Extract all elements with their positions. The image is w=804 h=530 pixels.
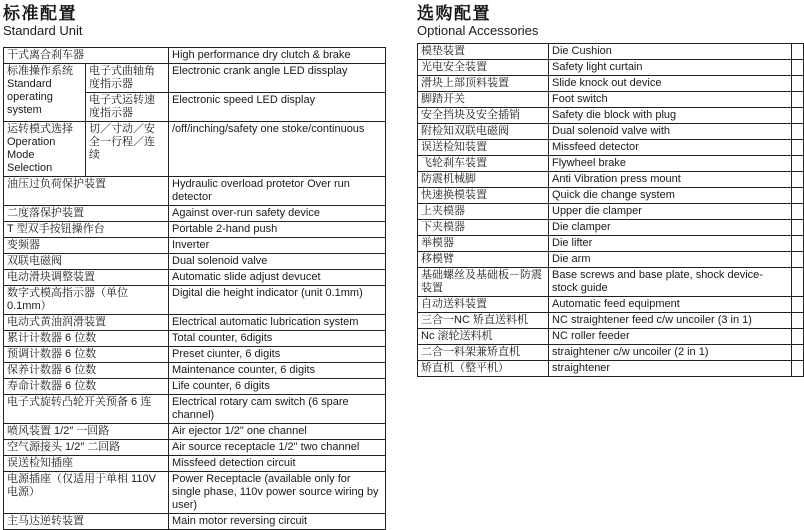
spec-label-zh: 保养计数器 6 位数 <box>4 363 169 379</box>
spec-row <box>418 108 804 124</box>
spec-label-zh: 基础螺丝及基础板－防震装置 <box>418 268 549 297</box>
spec-row <box>4 456 386 472</box>
spec-label-zh: 举模器 <box>418 236 549 252</box>
spec-row <box>418 361 804 377</box>
spec-label-zh: 滑块上部顶料装置 <box>418 76 549 92</box>
spec-row <box>4 424 386 440</box>
spec-label-zh: 电动滑块调整装置 <box>4 270 169 286</box>
spec-row <box>4 315 386 331</box>
spec-desc-en: Quick die change system <box>549 188 792 204</box>
spec-desc-en: Die lifter <box>549 236 792 252</box>
spec-desc-en: Air ejector 1/2" one channel <box>169 424 386 440</box>
spec-desc-en: Electrical rotary cam switch (6 spare channel) <box>169 395 386 424</box>
spec-label-zh: 预调计数器 6 位数 <box>4 347 169 363</box>
group-label-zh: 标准操作系统 <box>7 65 73 77</box>
spec-desc-en: Safety die block with plug <box>549 108 792 124</box>
spec-label-zh: 电动式黄油润滑装置 <box>4 315 169 331</box>
spec-desc-en: Power Receptacle (available only for single phase, 110v power source wiring by user) <box>169 472 386 514</box>
spec-label-zh: 上夹模器 <box>418 204 549 220</box>
spec-label-zh: 油压过负荷保护装置 <box>4 177 169 206</box>
spec-label-zh: 下夹模器 <box>418 220 549 236</box>
standard-unit-section <box>3 4 385 530</box>
spec-row <box>418 140 804 156</box>
spec-label-zh: 数字式模高指示器（单位 0.1mm） <box>4 286 169 315</box>
spec-desc-en: Digital die height indicator (unit 0.1mm) <box>169 286 386 315</box>
spec-desc-en: Dual solenoid valve <box>169 254 386 270</box>
spec-row <box>4 363 386 379</box>
spec-row <box>418 60 804 76</box>
spec-row <box>4 206 386 222</box>
spec-label-zh: 主马达逆转装置 <box>4 514 169 530</box>
spec-label-zh: 自动送料装置 <box>418 297 549 313</box>
spec-row <box>418 124 804 140</box>
spec-desc-en: Slide knock out device <box>549 76 792 92</box>
standard-title-en: Standard Unit <box>3 23 83 38</box>
spec-row <box>4 286 386 315</box>
spec-row <box>418 172 804 188</box>
spec-label-zh: 飞轮刹车装置 <box>418 156 549 172</box>
spec-desc-en: Main motor reversing circuit <box>169 514 386 530</box>
spec-label-zh: 防震机械脚 <box>418 172 549 188</box>
standard-table <box>3 47 386 530</box>
spec-label-zh: 快速换模装置 <box>418 188 549 204</box>
spec-desc-en: /off/inching/safety one stoke/continuous <box>169 122 386 177</box>
spec-label-zh: 模垫装置 <box>418 44 549 60</box>
cutoff-cell <box>792 297 804 313</box>
spec-desc-en: Die arm <box>549 252 792 268</box>
spec-row <box>4 177 386 206</box>
cutoff-cell <box>792 108 804 124</box>
cutoff-cell <box>792 124 804 140</box>
spec-row <box>4 238 386 254</box>
spec-desc-en: Anti Vibration press mount <box>549 172 792 188</box>
spec-desc-en: Against over-run safety device <box>169 206 386 222</box>
spec-row <box>418 76 804 92</box>
cutoff-cell <box>792 60 804 76</box>
spec-label-zh: 干式离合刹车器 <box>4 48 169 64</box>
spec-row <box>4 395 386 424</box>
spec-desc-en: straightener <box>549 361 792 377</box>
spec-row <box>418 313 804 329</box>
spec-desc-en: Automatic feed equipment <box>549 297 792 313</box>
spec-row <box>418 156 804 172</box>
spec-label-zh: 电源插座（仅适用于单相 110V 电源） <box>4 472 169 514</box>
spec-desc-en: Upper die clamper <box>549 204 792 220</box>
spec-desc-en: Automatic slide adjust devucet <box>169 270 386 286</box>
spec-desc-en: Flywheel brake <box>549 156 792 172</box>
spec-row <box>4 331 386 347</box>
cutoff-cell <box>792 345 804 361</box>
standard-title-zh: 标准配置 <box>3 4 77 23</box>
spec-row <box>4 514 386 530</box>
spec-desc-en: Missfeed detector <box>549 140 792 156</box>
spec-row <box>418 204 804 220</box>
spec-label-zh: 误送检知装置 <box>418 140 549 156</box>
spec-desc-en: Dual solenoid valve with <box>549 124 792 140</box>
spec-label-zh: 安全挡块及安全插销 <box>418 108 549 124</box>
cutoff-cell <box>792 156 804 172</box>
cutoff-cell <box>792 236 804 252</box>
cutoff-cell <box>792 329 804 345</box>
spec-desc-en: Air source receptacle 1/2" two channel <box>169 440 386 456</box>
spec-row <box>418 220 804 236</box>
optional-title-zh: 选购配置 <box>417 4 491 23</box>
spec-desc-en: Foot switch <box>549 92 792 108</box>
spec-row <box>418 345 804 361</box>
cutoff-cell <box>792 361 804 377</box>
spec-sub-label-zh: 电子式运转速度指示器 <box>86 93 169 122</box>
cutoff-cell <box>792 220 804 236</box>
spec-label-zh: 矫直机（整平机） <box>418 361 549 377</box>
spec-desc-en: Portable 2-hand push <box>169 222 386 238</box>
spec-label-zh: 双联电磁阀 <box>4 254 169 270</box>
spec-label-zh: 二合一料架兼矫直机 <box>418 345 549 361</box>
spec-row <box>418 329 804 345</box>
spec-label-zh: 变频器 <box>4 238 169 254</box>
spec-desc-en: Maintenance counter, 6 digits <box>169 363 386 379</box>
spec-row <box>418 297 804 313</box>
spec-row <box>418 236 804 252</box>
spec-desc-en: Life counter, 6 digits <box>169 379 386 395</box>
spec-label-zh: 喷风装置 1/2″ 一回路 <box>4 424 169 440</box>
cutoff-cell <box>792 172 804 188</box>
spec-sub-label-zh: 电子式曲轴角度指示器 <box>86 64 169 93</box>
spec-desc-en: Electronic speed LED display <box>169 93 386 122</box>
spec-desc-en: Missfeed detection circuit <box>169 456 386 472</box>
spec-desc-en: High performance dry clutch & brake <box>169 48 386 64</box>
spec-row <box>418 268 804 297</box>
group-label-en: Standard operating system <box>7 78 53 116</box>
spec-group-cell <box>4 64 86 122</box>
spec-label-zh: Nc 滚轮送料机 <box>418 329 549 345</box>
spec-label-zh: 寿命计数器 6 位数 <box>4 379 169 395</box>
spec-desc-en: Electronic crank angle LED dissplay <box>169 64 386 93</box>
spec-group-cell <box>4 122 86 177</box>
spec-desc-en: Safety light curtain <box>549 60 792 76</box>
spec-row <box>4 48 386 64</box>
optional-accessories-section <box>417 4 800 377</box>
cutoff-cell <box>792 188 804 204</box>
spec-row <box>4 122 386 177</box>
cutoff-cell <box>792 140 804 156</box>
spec-row <box>418 44 804 60</box>
spec-label-zh: 电子式旋转凸轮开关预备 6 连 <box>4 395 169 424</box>
optional-table <box>417 43 804 377</box>
spec-row <box>4 347 386 363</box>
group-label-en: Operation Mode Selection <box>7 136 56 174</box>
spec-row <box>4 472 386 514</box>
spec-desc-en: straightener c/w uncoiler (2 in 1) <box>549 345 792 361</box>
spec-label-zh: 空气源接头 1/2″ 二回路 <box>4 440 169 456</box>
spec-label-zh: 脚踏开关 <box>418 92 549 108</box>
optional-table-body <box>418 44 804 377</box>
spec-row <box>4 64 386 93</box>
spec-desc-en: Total counter, 6digits <box>169 331 386 347</box>
spec-row <box>4 254 386 270</box>
spec-desc-en: NC roller feeder <box>549 329 792 345</box>
standard-table-body <box>4 48 386 530</box>
optional-title-en: Optional Accessories <box>417 23 539 38</box>
spec-row <box>4 379 386 395</box>
spec-sub-label-zh: 切／寸动／安全一行程／连续 <box>86 122 169 177</box>
spec-row <box>4 270 386 286</box>
spec-row <box>418 188 804 204</box>
spec-row <box>418 252 804 268</box>
cutoff-cell <box>792 76 804 92</box>
spec-row <box>418 92 804 108</box>
cutoff-cell <box>792 204 804 220</box>
spec-label-zh: 附检知双联电磁阀 <box>418 124 549 140</box>
spec-label-zh: 移模臂 <box>418 252 549 268</box>
spec-desc-en: Preset ciunter, 6 digits <box>169 347 386 363</box>
spec-desc-en: Die clamper <box>549 220 792 236</box>
group-label-zh: 运转模式选择 <box>7 123 73 135</box>
spec-label-zh: 误送检知插座 <box>4 456 169 472</box>
cutoff-cell <box>792 313 804 329</box>
spec-row <box>4 222 386 238</box>
spec-desc-en: Base screws and base plate, shock device-stock guide <box>549 268 792 297</box>
spec-label-zh: T 型双手按钮操作台 <box>4 222 169 238</box>
spec-desc-en: Hydraulic overload protetor Over run detector <box>169 177 386 206</box>
cutoff-cell <box>792 252 804 268</box>
spec-label-zh: 二度落保护装置 <box>4 206 169 222</box>
spec-label-zh: 累计计数器 6 位数 <box>4 331 169 347</box>
spec-label-zh: 三合一NC 矫直送料机 <box>418 313 549 329</box>
spec-row <box>4 440 386 456</box>
cutoff-cell <box>792 44 804 60</box>
spec-desc-en: Die Cushion <box>549 44 792 60</box>
cutoff-cell <box>792 92 804 108</box>
spec-desc-en: Electrical automatic lubrication system <box>169 315 386 331</box>
spec-desc-en: NC straightener feed c/w uncoiler (3 in 1) <box>549 313 792 329</box>
spec-label-zh: 光电安全装置 <box>418 60 549 76</box>
spec-desc-en: Inverter <box>169 238 386 254</box>
cutoff-cell <box>792 268 804 297</box>
